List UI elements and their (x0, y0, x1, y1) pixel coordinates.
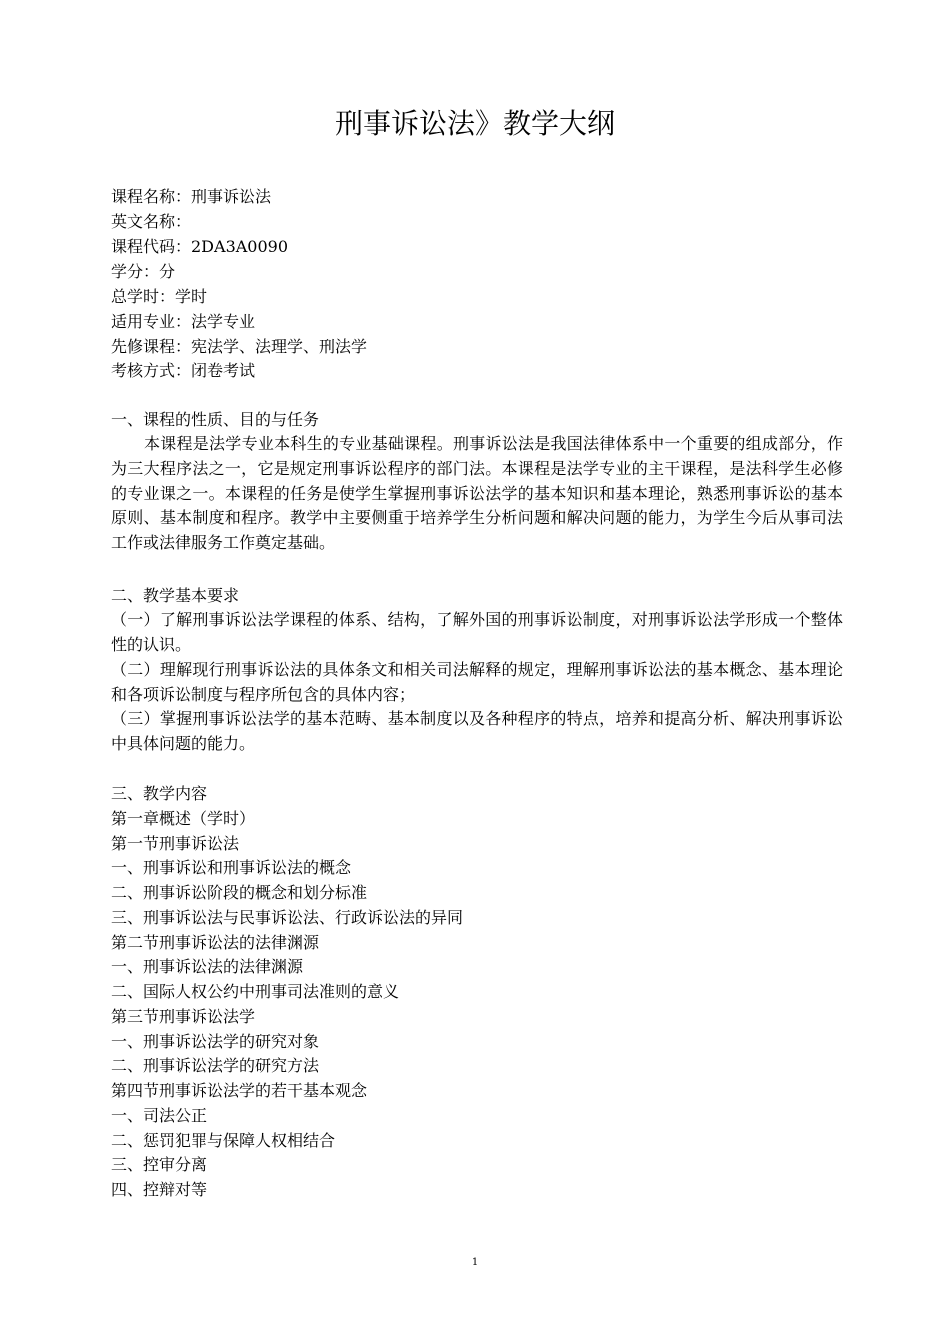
applicable-major: 适用专业：法学专业 (111, 312, 256, 331)
content-item: 三、控审分离 (111, 1155, 208, 1174)
section-title: 第一节刑事诉讼法 (111, 834, 240, 853)
content-item: 一、刑事诉讼法的法律渊源 (111, 957, 304, 976)
section-title: 第二节刑事诉讼法的法律渊源 (111, 933, 320, 952)
content-item: 一、司法公正 (111, 1106, 208, 1125)
content-item: 一、刑事诉讼和刑事诉讼法的概念 (111, 858, 352, 877)
section3-heading: 三、教学内容 (111, 784, 208, 803)
content-item: 二、惩罚犯罪与保障人权相结合 (111, 1131, 336, 1150)
section2-heading: 二、教学基本要求 (111, 586, 240, 605)
section1-heading: 一、课程的性质、目的与任务 (111, 410, 320, 429)
requirement-item: （三）掌握刑事诉讼法学的基本范畴、基本制度以及各种程序的特点，培养和提高分析、解决刑事诉讼中具体问题的能力。 (111, 709, 843, 753)
content-item: 一、刑事诉讼法学的研究对象 (111, 1032, 320, 1051)
requirement-item: （一）了解刑事诉讼法学课程的体系、结构，了解外国的刑事诉讼制度，对刑事诉讼法学形成一个整体性的认识。 (111, 610, 843, 654)
prerequisite-courses: 先修课程：宪法学、法理学、刑法学 (111, 337, 368, 356)
content-item: 二、刑事诉讼阶段的概念和划分标准 (111, 883, 368, 902)
content-item: 四、控辩对等 (111, 1180, 208, 1199)
credits: 学分：分 (111, 262, 176, 281)
section-title: 第四节刑事诉讼法学的若干基本观念 (111, 1081, 368, 1100)
total-hours: 总学时：学时 (111, 287, 208, 306)
content-item: 二、国际人权公约中刑事司法准则的意义 (111, 982, 400, 1001)
requirement-item: （二）理解现行刑事诉讼法的具体条文和相关司法解释的规定，理解刑事诉讼法的基本概念、基本理论和各项诉讼制度与程序所包含的具体内容； (111, 660, 843, 704)
chapter-title: 第一章概述（学时） (111, 809, 256, 828)
content-item: 二、刑事诉讼法学的研究方法 (111, 1056, 320, 1075)
page-number: 1 (471, 1257, 479, 1268)
course-code: 课程代码：2DA3A0090 (111, 237, 289, 256)
section-title: 第三节刑事诉讼法学 (111, 1007, 256, 1026)
assessment-method: 考核方式：闭卷考试 (111, 361, 256, 380)
english-name: 英文名称： (111, 212, 192, 231)
document-title: 刑事诉讼法》教学大纲 (334, 107, 615, 140)
content-item: 三、刑事诉讼法与民事诉讼法、行政诉讼法的异同 (111, 908, 464, 927)
course-name: 课程名称：刑事诉讼法 (111, 187, 272, 206)
section1-body: 本课程是法学专业本科生的专业基础课程。刑事诉讼法是我国法律体系中一个重要的组成部分，作为三大程序法之一，它是规定刑事诉讼程序的部门法。本课程是法学专业的主干课程，是法科学生必修的专业课之一。本课程的任务是使学生掌握刑事诉讼法学的基本知识和基本理论，熟悉刑事诉讼的基本原则、基本制度和程序。教学中主要侧重于培养学生分析问题和解决问题的能力，为学生今后从事司法工作或法律服务工作奠定基础。 (111, 434, 843, 553)
